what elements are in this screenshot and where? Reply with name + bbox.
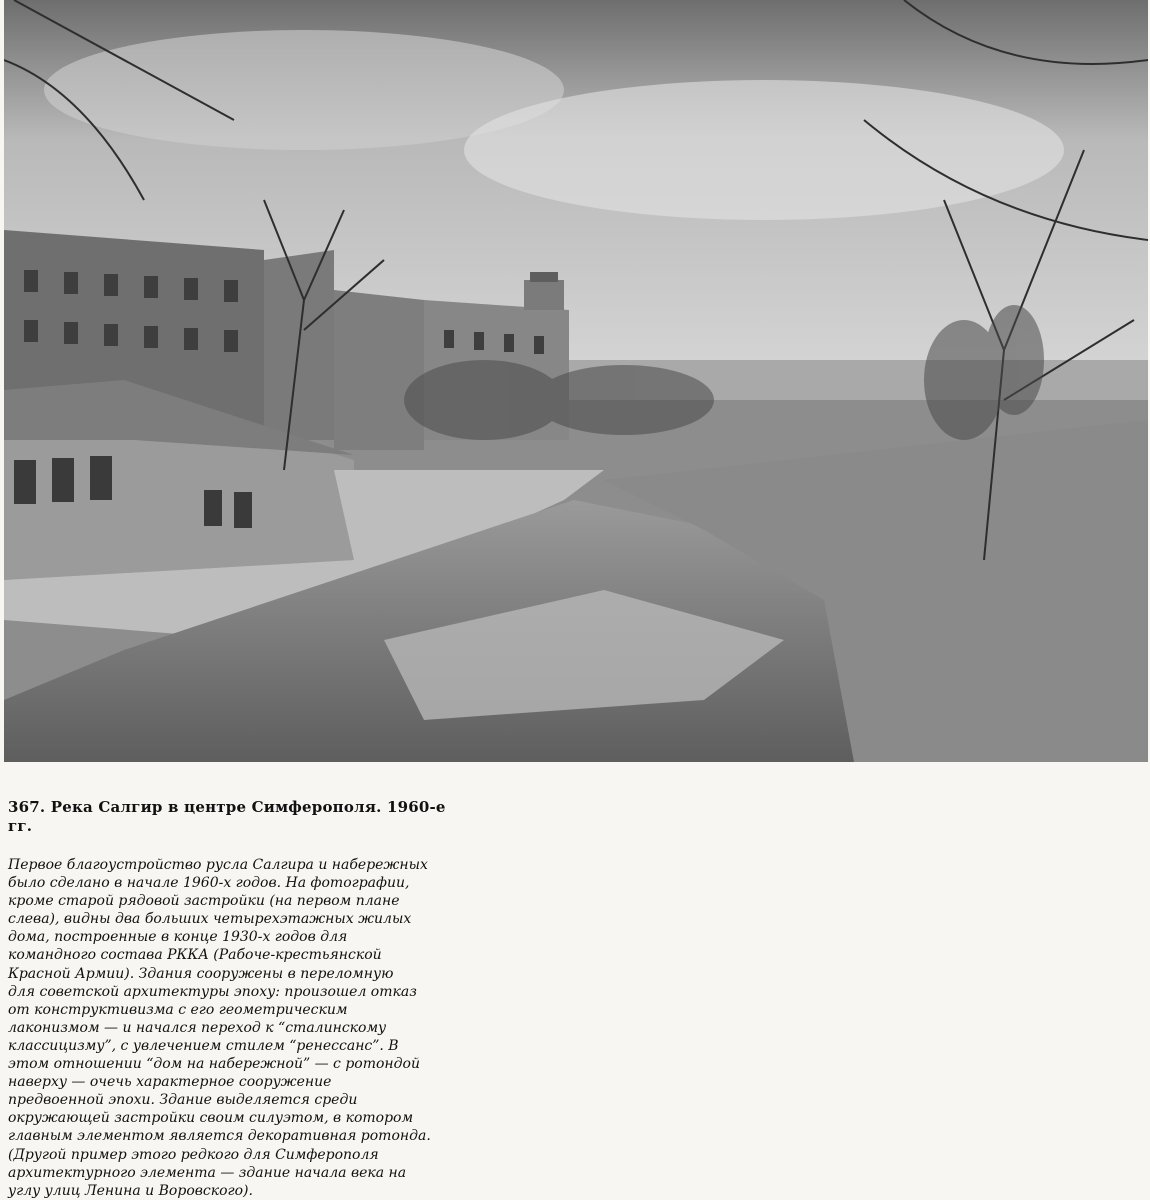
caption-title: [8, 798, 508, 836]
river-photo-graphic: [4, 0, 1148, 762]
caption-line: углу улиц Ленина и Воровского).: [8, 1182, 253, 1199]
caption-line: этом отношении “дом на набережной” — с ротондой: [8, 1056, 420, 1073]
caption-line: окружающей застройки своим силуэтом, в котором: [8, 1110, 414, 1127]
caption-line: главным элементом является декоративная ротонда.: [8, 1128, 431, 1145]
caption-line: предвоенной эпохи. Здание выделяется среди: [8, 1092, 358, 1109]
caption-line: Первое благоустройство русла Салгира и набережных: [8, 857, 428, 873]
caption-line: командного состава РККА (Рабоче-крестьянской: [8, 947, 382, 964]
river-photo: [4, 0, 1148, 762]
caption-line: дома, построенные в конце 1930-х годов для: [8, 929, 348, 946]
caption-line: от конструктивизма с его геометрическим: [8, 1001, 348, 1018]
photo-caption: [8, 798, 508, 1200]
caption-line: для советской архитектуры эпоху: произошел отказ: [8, 983, 417, 1000]
caption-line: Красной Армии). Здания сооружены в переломную: [8, 965, 394, 982]
caption-line: слева), видны два больших четырехэтажных жилых: [8, 911, 412, 928]
caption-line: лаконизмом — и начался переход к “сталинскому: [8, 1019, 387, 1036]
caption-title-line: гг.: [8, 817, 33, 835]
caption-line: было сделано в начале 1960-х годов. На фотографии,: [8, 875, 410, 892]
caption-title-line: 367. Река Салгир в центре Симферополя. 1960-е: [8, 798, 446, 816]
caption-line: наверху — очечь характерное сооружение: [8, 1074, 332, 1091]
caption-line: классицизму”, с увлечением стилем “ренессанс”. В: [8, 1037, 399, 1054]
caption-line: архитектурного элемента — здание начала века на: [8, 1164, 407, 1181]
caption-line: (Другой пример этого редкого для Симферополя: [8, 1146, 379, 1163]
caption-body: [8, 856, 500, 1200]
caption-line: кроме старой рядовой застройки (на первом плане: [8, 893, 400, 910]
cloud: [464, 80, 1064, 220]
